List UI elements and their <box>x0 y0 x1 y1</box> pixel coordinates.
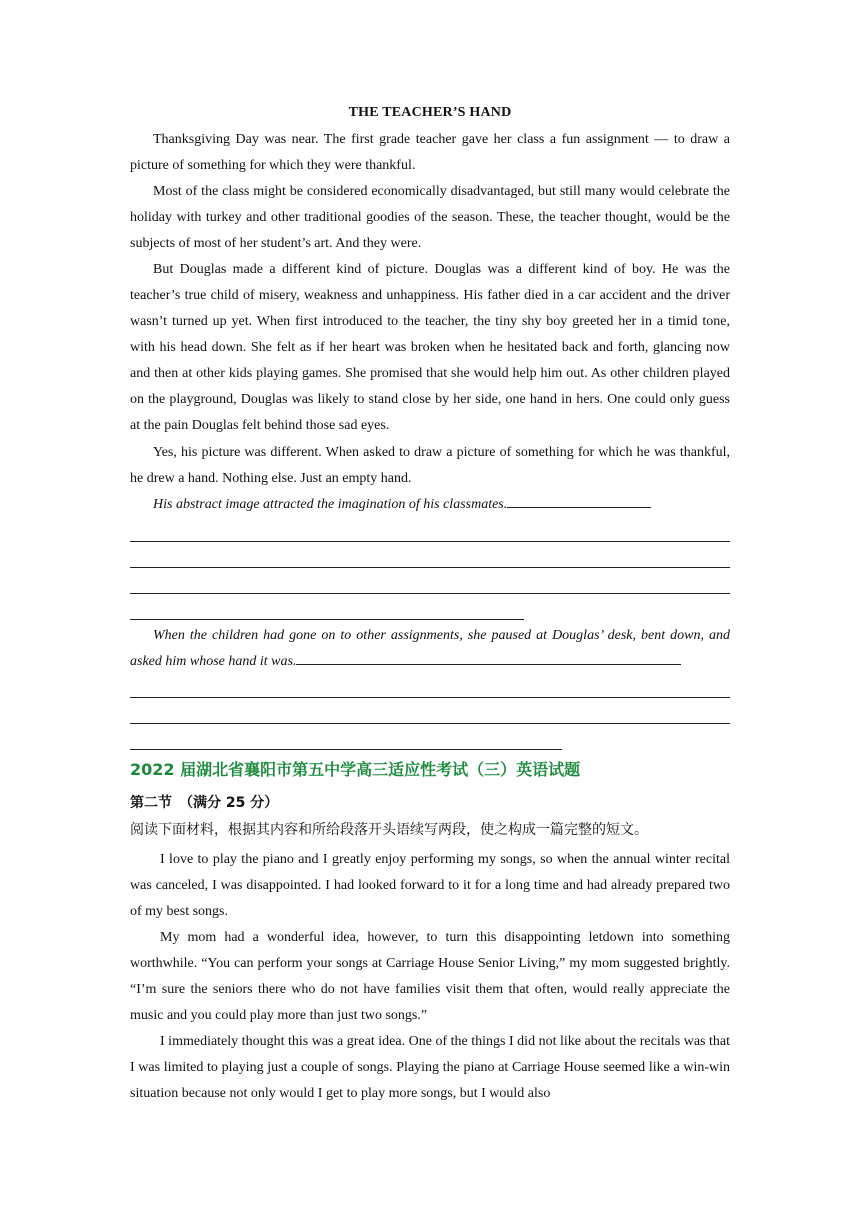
prompt-text: When the children had gone on to other assignments, she paused at Douglas’ desk, bent down, and asked him whose hand it was. <box>130 628 730 669</box>
writing-line[interactable] <box>507 493 651 508</box>
passage-title: THE TEACHER’S HAND <box>348 105 512 120</box>
writing-line[interactable] <box>130 619 524 620</box>
section-label: 第二节 （满分 25 分） <box>130 795 279 811</box>
writing-line[interactable] <box>130 697 730 698</box>
writing-line[interactable] <box>130 567 730 568</box>
continuation-prompt-2 <box>130 623 730 675</box>
writing-line[interactable] <box>130 541 730 542</box>
instruction-text: 阅读下面材料，根据其内容和所给段落开头语续写两段，使之构成一篇完整的短文。 <box>130 822 648 838</box>
writing-line[interactable] <box>296 650 681 665</box>
exam-heading: 2022 届湖北省襄阳市第五中学高三适应性考试（三）英语试题 <box>130 760 581 779</box>
paragraph: Most of the class might be considered economically disadvantaged, but still many would celebrate the holiday with turkey and other traditional goodies of the season. These, the teacher thought, would be the subjects of most of her student’s art. And they were. <box>130 184 730 251</box>
paragraph: Thanksgiving Day was near. The first grade teacher gave her class a fun assignment — to draw a picture of something for which they were thankful. <box>130 132 730 173</box>
writing-line[interactable] <box>130 723 730 724</box>
writing-line[interactable] <box>130 749 562 750</box>
paragraph: I love to play the piano and I greatly enjoy performing my songs, so when the annual winter recital was canceled, I was disappointed. I had looked forward to it for a long time and had already prepared two of my best songs. <box>130 852 730 919</box>
paragraph: But Douglas made a different kind of picture. Douglas was a different kind of boy. He was the teacher’s true child of misery, weakness and unhappiness. His father died in a car accident and the driver wasn’t turned up yet. When first introduced to the teacher, the tiny shy boy greeted her in a timid tone, with his head down. She felt as if her heart was broken when he hesitated back and forth, glancing now and then at other kids playing games. She promised that she would help him out. As other children played on the playground, Douglas was likely to stand close by her side, one hand in hers. One could only guess at the pain Douglas felt behind those sad eyes. <box>130 262 730 433</box>
paragraph: I immediately thought this was a great idea. One of the things I did not like about the recitals was that I was limited to playing just a couple of songs. Playing the piano at Carriage House seemed like a win-win situation because not only would I get to play more songs, but I would also <box>130 1034 730 1101</box>
prompt-text: His abstract image attracted the imagination of his classmates. <box>153 497 508 512</box>
paragraph: My mom had a wonderful idea, however, to turn this disappointing letdown into something worthwhile. “You can perform your songs at Carriage House Senior Living,” my mom suggested brightly. “I’m sure the seniors there who do not have families visit them that often, would really appreciate the music and you could play more than just two songs.” <box>130 930 730 1023</box>
continuation-prompt-1 <box>130 492 730 518</box>
paragraph: Yes, his picture was different. When asked to draw a picture of something for which he was thankful, he drew a hand. Nothing else. Just an empty hand. <box>130 445 730 486</box>
writing-line[interactable] <box>130 593 730 594</box>
